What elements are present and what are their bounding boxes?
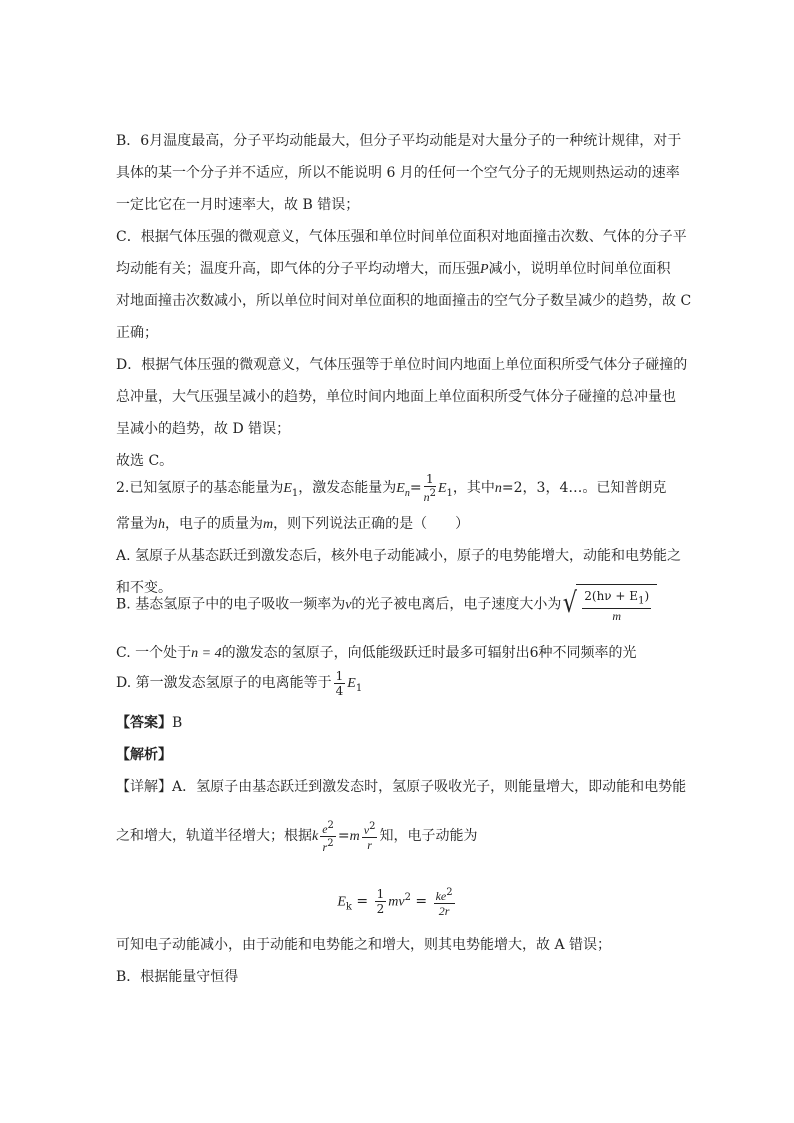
denominator: 4 xyxy=(335,683,344,698)
numerator: 1 xyxy=(424,472,436,487)
text-line: B．6月温度最高，分子平均动能最大，但分子平均动能是对大量分子的一种统计规律，对于 xyxy=(116,133,682,149)
denominator xyxy=(320,837,336,854)
symbol-e: E xyxy=(437,481,447,496)
centered-equation: $E_k$ = $\frac{1}{2}$ $mv^2$ = $\frac{ke^2}{2r}$ xyxy=(337,886,453,918)
superscript: 2 xyxy=(327,819,334,831)
denominator: r xyxy=(367,838,372,852)
question-stem: 2.已知氢原子的基态能量为$E_1$，激发态能量为$E_n=$ $\frac{1}{n^2}$ $E_1$，其中n=2，3，4…。已知普朗克 xyxy=(116,472,667,504)
number: 6 xyxy=(529,645,539,661)
text-line: 具体的某一个分子并不适应，所以不能说明 6 月的任何一个空气分子的无规则热运动的速率 xyxy=(116,165,680,181)
text-segment: ，则下列说法正确的是（ ） xyxy=(273,516,470,532)
text-segment: D. 第一激发态氢原子的电离能等于 xyxy=(116,675,332,691)
text-line: 正确； xyxy=(116,325,158,341)
text-segment: ，电子的质量为 xyxy=(165,516,263,532)
den-var: n xyxy=(423,490,430,504)
text-segment: 的光子被电离后，电子速度大小为 xyxy=(351,596,562,613)
option-a-cont: 和不变。 xyxy=(116,580,172,596)
symbol-k: k xyxy=(312,829,319,844)
symbol-e: E xyxy=(283,481,292,496)
fraction xyxy=(334,669,346,698)
superscript: 2 xyxy=(446,886,453,898)
math-n4: n = 4 xyxy=(191,646,222,661)
text-line: 一定比它在一月时速率大，故 B 错误； xyxy=(116,197,360,213)
subscript: 1 xyxy=(355,682,363,694)
variable-n: n xyxy=(494,481,502,496)
fraction xyxy=(434,886,455,918)
term-mv: mv xyxy=(388,894,405,910)
denominator: 2 xyxy=(376,902,385,917)
num-var: ke xyxy=(435,888,447,903)
text-segment: 常量为 xyxy=(116,516,158,532)
fraction xyxy=(362,820,378,852)
analysis-label: 【解析】 xyxy=(116,747,172,763)
symbol-nu: ν xyxy=(345,597,352,613)
answer-value: B xyxy=(172,715,183,731)
num-text: 2(hν + E xyxy=(584,588,639,603)
answer-label: 【答案】 xyxy=(116,715,172,731)
text-segment: ，激发态能量为 xyxy=(298,480,397,496)
subscript: 1 xyxy=(638,595,645,607)
radical-sign: √ xyxy=(563,586,578,619)
text-segment: 种不同频率的光 xyxy=(538,645,637,661)
text-segment: B. 基态氢原子中的电子吸收一频率为 xyxy=(116,596,346,613)
text-segment: 知，电子动能为 xyxy=(379,828,478,844)
fraction xyxy=(424,472,436,504)
option-b xyxy=(116,584,657,625)
text-line: D．根据气体压强的微观意义，气体压强等于单位时间内地面上单位面积所受气体分子碰撞的 xyxy=(116,357,688,373)
variable-m: m xyxy=(263,517,274,532)
superscript: 2 xyxy=(327,837,334,849)
superscript: 2 xyxy=(404,892,411,903)
variable-p: P xyxy=(480,262,489,277)
subscript: 1 xyxy=(446,487,453,499)
fraction xyxy=(582,589,651,623)
answer-line xyxy=(116,713,182,733)
symbol-e: E xyxy=(337,894,346,910)
option-c xyxy=(116,643,637,664)
num-var: v xyxy=(363,823,370,837)
superscript: 2 xyxy=(369,821,376,832)
text-segment: C. 一个处于 xyxy=(116,645,192,661)
denominator: m xyxy=(612,609,622,624)
numerator xyxy=(362,820,378,838)
numerator: 1 xyxy=(376,887,385,902)
denominator: 2r xyxy=(438,903,450,918)
text-segment: 之和增大，轨道半径增大；根据 xyxy=(116,828,312,844)
text-segment: 2.已知氢原子的基态能量为 xyxy=(116,480,284,496)
text-segment: 减小，说明单位时间单位面积 xyxy=(488,261,671,277)
denominator xyxy=(424,487,436,504)
question-stem-line2 xyxy=(116,514,469,535)
numerator xyxy=(320,819,336,837)
numerator xyxy=(434,886,455,904)
numerator: 1 xyxy=(335,668,344,683)
subscript: k xyxy=(345,901,352,913)
superscript: 2 xyxy=(429,488,436,499)
symbol-e: E xyxy=(347,676,356,691)
fraction xyxy=(375,887,387,916)
square-root xyxy=(561,584,657,625)
variable-h: h xyxy=(158,517,165,532)
text-line xyxy=(116,259,671,280)
subscript: n xyxy=(404,487,410,499)
option-d xyxy=(116,665,362,707)
text-segment: ，其中 xyxy=(452,480,495,496)
symbol-m: m xyxy=(349,829,360,844)
num-text: ) xyxy=(644,588,650,603)
subscript: 1 xyxy=(291,487,299,499)
symbol-e: E xyxy=(396,481,405,496)
text-line: C．根据气体压强的微观意义，气体压强和单位时间单位面积对地面撞击次数、气体的分子平 xyxy=(116,229,687,245)
fraction xyxy=(320,819,336,854)
text-segment: 均动能有关；温度升高，即气体的分子平均动增大，而压强 xyxy=(116,261,480,277)
den-var: r xyxy=(322,839,328,854)
text-segment: 的激发态的氢原子，向低能级跃迁时最多可辐射出 xyxy=(221,645,530,661)
text-line: 故选 C。 xyxy=(116,453,174,469)
detail-line: B．根据能量守恒得 xyxy=(116,969,239,985)
detail-line: 可知电子动能减小，由于动能和电势能之和增大，则其电势能增大，故 A 错误； xyxy=(116,937,612,953)
detail-line: 【详解】A．氢原子由基态跃迁到激发态时，氢原子吸收光子，则能量增大，即动能和电势能 xyxy=(116,779,687,795)
option-a: A. 氢原子从基态跃迁到激发态后，核外电子动能减小，原子的电势能增大，动能和电势能之 xyxy=(116,548,682,564)
text-segment: =2，3，4…。已知普朗克 xyxy=(501,480,667,496)
detail-line-formula: 之和增大，轨道半径增大；根据k $\frac{e^2}{r^2}$ =m $\frac{v^2}{r}$ 知，电子动能为 xyxy=(116,819,478,854)
numerator xyxy=(582,589,651,609)
text-line: 对地面撞击次数减小，所以单位时间对单位面积的地面撞击的空气分子数呈减少的趋势，故 C xyxy=(116,293,692,309)
text-line: 总冲量，大气压强呈减小的趋势，单位时间内地面上单位面积所受气体分子碰撞的总冲量也 xyxy=(116,389,676,405)
text-line: 呈减小的趋势，故 D 错误； xyxy=(116,421,291,437)
num-var: e xyxy=(322,821,328,836)
